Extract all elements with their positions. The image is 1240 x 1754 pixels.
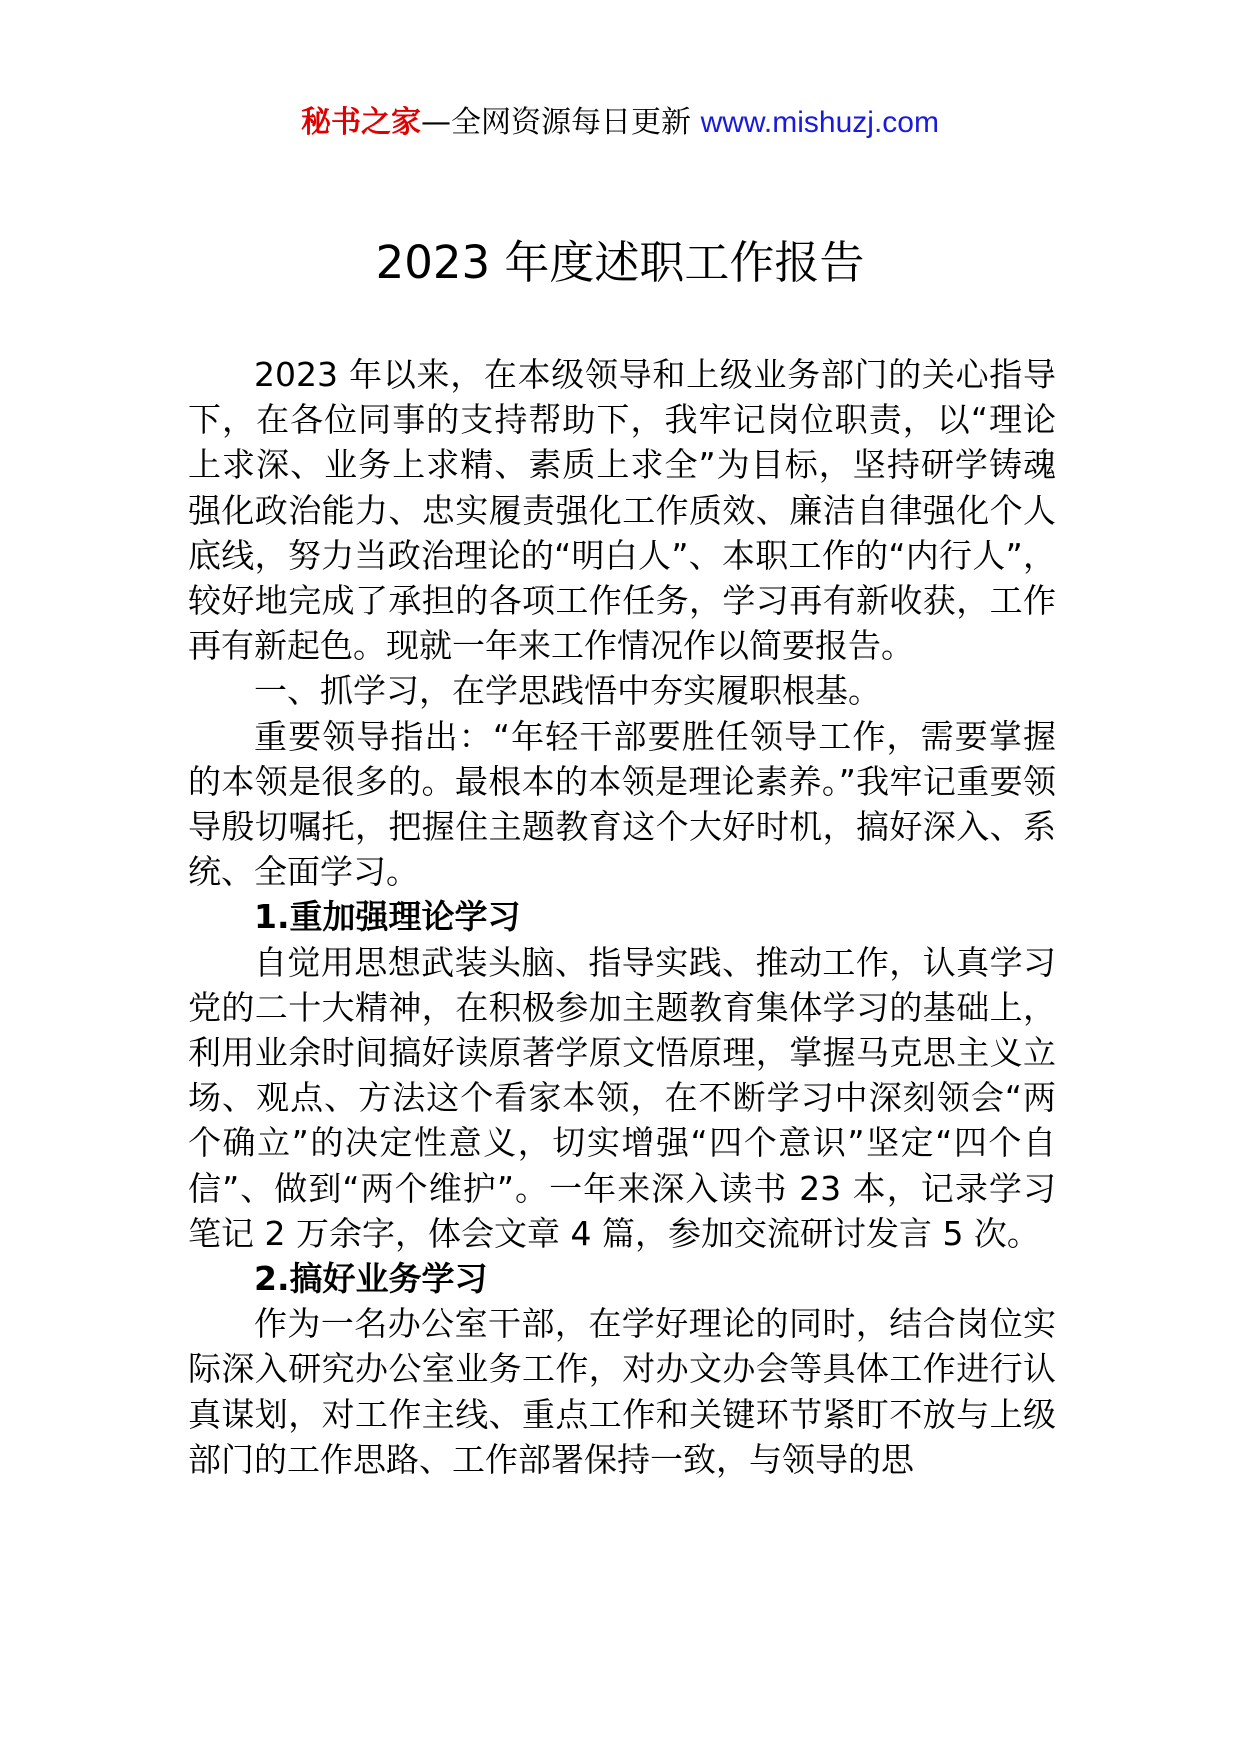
- subsection-paragraph-2: 作为一名办公室干部，在学好理论的同时，结合岗位实际深入研究办公室业务工作，对办文办会等具体工作进行认真谋划，对工作主线、重点工作和关键环节紧盯不放与上级部门的工作思路、工作部署保持一致，与领导的思: [188, 1304, 1056, 1479]
- section-paragraph: 重要领导指出：“年轻干部要胜任领导工作，需要掌握的本领是很多的。最根本的本领是理论素养。”我牢记重要领导殷切嘱托，把握住主题教育这个大好时机，搞好深入、系统、全面学习。: [188, 716, 1056, 892]
- document-body: [188, 352, 1056, 1482]
- brand-name: 秘书之家: [301, 105, 422, 140]
- subsection-paragraph-1: 自觉用思想武装头脑、指导实践、推动工作，认真学习党的二十大精神，在积极参加主题教育集体学习的基础上，利用业余时间搞好读原著学原文悟原理，掌握马克思主义立场、观点、方法这个看家本领，在不断学习中深刻领会“两个确立”的决定性意义，切实增强“四个意识”坚定“四个自信”、做到“两个维护”。一年来深入读书 23 本，记录学习笔记 2 万余字，体会文章 4 篇，参加交流研讨发言 5 次。: [188, 942, 1056, 1253]
- site-url-link[interactable]: www.mishuzj.com: [700, 106, 939, 139]
- intro-paragraph: 2023 年以来，在本级领导和上级业务部门的关心指导下，在各位同事的支持帮助下，我牢记岗位职责，以“理论上求深、业务上求精、素质上求全”为目标，坚持研学铸魂强化政治能力、忠实履责强化工作质效、廉洁自律强化个人底线，努力当政治理论的“明白人”、本职工作的“内行人”，较好地完成了承担的各项工作任务，学习再有新收获，工作再有新起色。现就一年来工作情况作以简要报告。: [188, 355, 1056, 666]
- subheading-1: 1.重加强理论学习: [254, 897, 521, 937]
- section-heading-1: 一、抓学习，在学思践悟中夯实履职根基。: [254, 671, 881, 711]
- slogan: —全网资源每日更新: [421, 105, 692, 140]
- document-title: 2023 年度述职工作报告: [375, 236, 865, 289]
- site-header: [0, 100, 1240, 146]
- subheading-2: 2.搞好业务学习: [254, 1259, 488, 1299]
